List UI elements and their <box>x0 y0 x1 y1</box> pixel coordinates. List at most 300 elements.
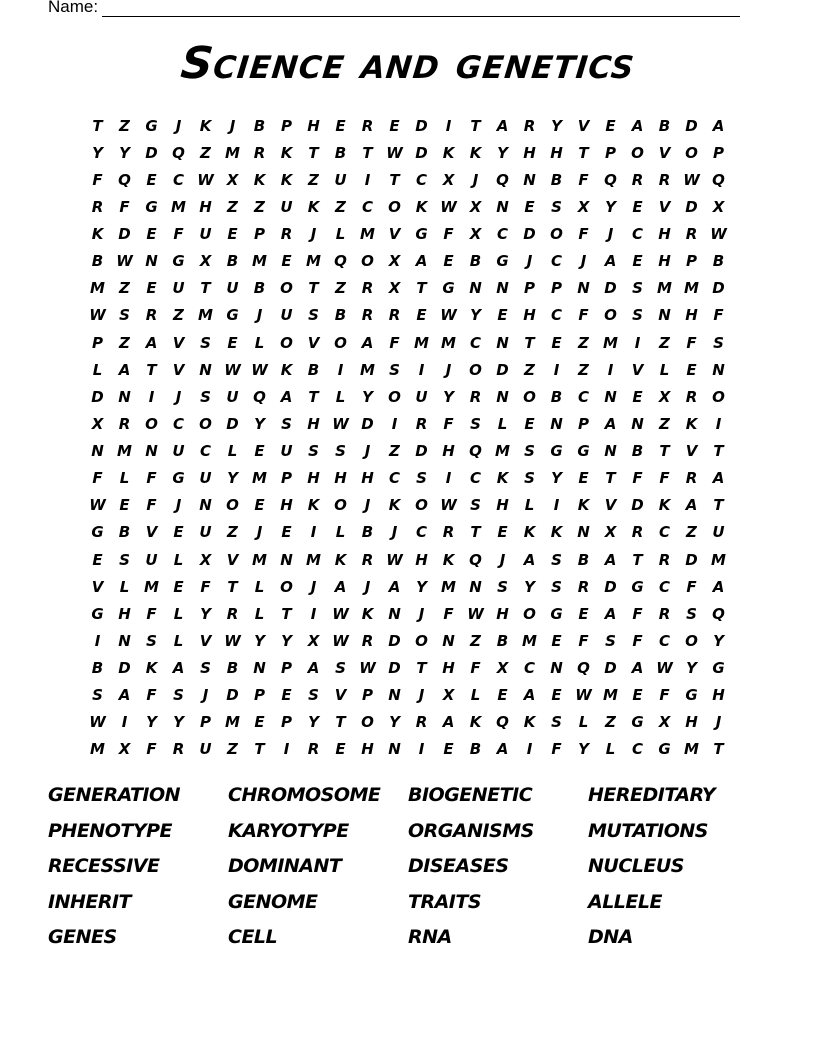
grid-letter[interactable]: Y <box>92 143 103 162</box>
grid-letter[interactable]: S <box>551 713 562 732</box>
grid-letter[interactable]: Q <box>496 170 509 189</box>
grid-letter[interactable]: E <box>416 306 427 325</box>
grid-letter[interactable]: P <box>551 279 562 298</box>
grid-letter[interactable]: S <box>335 659 346 678</box>
grid-letter[interactable]: W <box>386 550 403 569</box>
grid-letter[interactable]: W <box>386 143 403 162</box>
grid-letter[interactable]: K <box>523 523 536 542</box>
grid-letter[interactable]: F <box>659 686 670 705</box>
grid-letter[interactable]: F <box>632 604 643 623</box>
grid-letter[interactable]: I <box>310 604 317 623</box>
grid-letter[interactable]: D <box>415 116 428 135</box>
grid-letter[interactable]: J <box>418 686 425 705</box>
grid-letter[interactable]: F <box>578 631 589 650</box>
grid-letter[interactable]: B <box>712 252 725 271</box>
grid-letter[interactable]: Z <box>173 306 184 325</box>
grid-letter[interactable]: B <box>226 659 239 678</box>
grid-letter[interactable]: N <box>550 659 563 678</box>
grid-letter[interactable]: F <box>146 686 157 705</box>
grid-letter[interactable]: E <box>632 252 643 271</box>
grid-letter[interactable]: T <box>146 360 157 379</box>
grid-letter[interactable]: S <box>389 360 400 379</box>
grid-letter[interactable]: P <box>281 469 292 488</box>
grid-letter[interactable]: K <box>280 360 293 379</box>
grid-letter[interactable]: K <box>442 143 455 162</box>
grid-letter[interactable]: X <box>712 197 725 216</box>
grid-letter[interactable]: O <box>550 225 563 244</box>
grid-letter[interactable]: C <box>415 170 427 189</box>
grid-letter[interactable]: J <box>445 360 452 379</box>
grid-letter[interactable]: N <box>388 740 401 759</box>
grid-letter[interactable]: R <box>658 170 671 189</box>
grid-letter[interactable]: S <box>524 469 535 488</box>
grid-letter[interactable]: V <box>172 360 185 379</box>
grid-letter[interactable]: G <box>145 197 158 216</box>
grid-letter[interactable]: T <box>659 442 670 461</box>
grid-letter[interactable]: D <box>685 197 698 216</box>
grid-letter[interactable]: T <box>254 740 265 759</box>
grid-letter[interactable]: B <box>253 279 266 298</box>
grid-letter[interactable]: X <box>118 740 131 759</box>
grid-letter[interactable]: E <box>254 496 265 515</box>
grid-letter[interactable]: V <box>199 631 212 650</box>
grid-letter[interactable]: A <box>604 252 617 271</box>
grid-letter[interactable]: E <box>578 469 589 488</box>
grid-letter[interactable]: I <box>310 523 317 542</box>
grid-letter[interactable]: H <box>685 713 698 732</box>
grid-letter[interactable]: J <box>418 604 425 623</box>
grid-letter[interactable]: T <box>632 550 643 569</box>
grid-letter[interactable]: T <box>308 143 319 162</box>
grid-letter[interactable]: Y <box>497 143 508 162</box>
grid-letter[interactable]: I <box>148 387 155 406</box>
grid-letter[interactable]: W <box>440 306 457 325</box>
grid-letter[interactable]: E <box>497 686 508 705</box>
grid-letter[interactable]: Z <box>335 279 346 298</box>
grid-letter[interactable]: C <box>199 442 211 461</box>
grid-letter[interactable]: R <box>118 414 131 433</box>
grid-letter[interactable]: H <box>442 659 455 678</box>
grid-letter[interactable]: R <box>226 604 239 623</box>
grid-letter[interactable]: N <box>118 631 131 650</box>
grid-letter[interactable]: R <box>361 306 374 325</box>
grid-letter[interactable]: V <box>334 686 347 705</box>
grid-letter[interactable]: W <box>440 496 457 515</box>
grid-letter[interactable]: O <box>334 333 347 352</box>
grid-letter[interactable]: A <box>685 496 698 515</box>
grid-letter[interactable]: F <box>146 604 157 623</box>
grid-letter[interactable]: T <box>308 279 319 298</box>
grid-letter[interactable]: N <box>388 686 401 705</box>
grid-letter[interactable]: N <box>631 414 644 433</box>
grid-letter[interactable]: T <box>308 387 319 406</box>
grid-letter[interactable]: F <box>470 659 481 678</box>
grid-letter[interactable]: N <box>145 442 158 461</box>
grid-letter[interactable]: R <box>361 279 374 298</box>
grid-letter[interactable]: Z <box>659 333 670 352</box>
grid-letter[interactable]: S <box>470 496 481 515</box>
grid-letter[interactable]: P <box>254 225 265 244</box>
grid-letter[interactable]: V <box>91 577 104 596</box>
grid-letter[interactable]: N <box>550 414 563 433</box>
grid-letter[interactable]: G <box>550 604 563 623</box>
grid-letter[interactable]: W <box>332 414 349 433</box>
grid-letter[interactable]: Q <box>496 713 509 732</box>
grid-letter[interactable]: N <box>496 387 509 406</box>
grid-letter[interactable]: R <box>415 713 428 732</box>
grid-letter[interactable]: E <box>686 360 697 379</box>
grid-letter[interactable]: X <box>199 550 212 569</box>
grid-letter[interactable]: S <box>308 306 319 325</box>
grid-letter[interactable]: U <box>172 442 185 461</box>
grid-letter[interactable]: H <box>712 686 725 705</box>
grid-letter[interactable]: N <box>496 197 509 216</box>
grid-letter[interactable]: J <box>229 116 236 135</box>
grid-letter[interactable]: O <box>631 143 644 162</box>
grid-letter[interactable]: Y <box>308 713 319 732</box>
grid-letter[interactable]: D <box>496 360 509 379</box>
grid-letter[interactable]: P <box>254 686 265 705</box>
grid-letter[interactable]: G <box>415 225 428 244</box>
grid-letter[interactable]: K <box>415 197 428 216</box>
grid-letter[interactable]: C <box>496 225 508 244</box>
grid-letter[interactable]: H <box>361 469 374 488</box>
grid-letter[interactable]: T <box>227 577 238 596</box>
grid-letter[interactable]: W <box>467 604 484 623</box>
grid-letter[interactable]: N <box>496 333 509 352</box>
grid-letter[interactable]: G <box>145 116 158 135</box>
grid-letter[interactable]: B <box>253 116 266 135</box>
grid-letter[interactable]: A <box>118 360 131 379</box>
grid-letter[interactable]: N <box>199 360 212 379</box>
grid-letter[interactable]: T <box>389 170 400 189</box>
grid-letter[interactable]: D <box>145 143 158 162</box>
grid-letter[interactable]: E <box>551 686 562 705</box>
grid-letter[interactable]: R <box>685 469 698 488</box>
grid-letter[interactable]: S <box>308 442 319 461</box>
grid-letter[interactable]: M <box>603 333 618 352</box>
grid-letter[interactable]: G <box>91 523 104 542</box>
grid-letter[interactable]: S <box>146 631 157 650</box>
grid-letter[interactable]: N <box>577 279 590 298</box>
grid-letter[interactable]: Y <box>713 631 724 650</box>
grid-letter[interactable]: D <box>604 659 617 678</box>
grid-letter[interactable]: Y <box>551 469 562 488</box>
grid-letter[interactable]: R <box>415 414 428 433</box>
grid-letter[interactable]: H <box>361 740 374 759</box>
grid-letter[interactable]: N <box>199 496 212 515</box>
grid-letter[interactable]: F <box>92 170 103 189</box>
grid-letter[interactable]: A <box>712 469 725 488</box>
grid-letter[interactable]: J <box>175 496 182 515</box>
grid-letter[interactable]: Y <box>254 414 265 433</box>
grid-letter[interactable]: G <box>496 252 509 271</box>
grid-letter[interactable]: L <box>254 604 265 623</box>
grid-letter[interactable]: Y <box>551 116 562 135</box>
grid-letter[interactable]: S <box>524 442 535 461</box>
grid-letter[interactable]: R <box>442 523 455 542</box>
grid-letter[interactable]: N <box>91 442 104 461</box>
grid-letter[interactable]: O <box>604 306 617 325</box>
grid-letter[interactable]: Y <box>524 577 535 596</box>
grid-letter[interactable]: R <box>685 225 698 244</box>
grid-letter[interactable]: M <box>441 577 456 596</box>
grid-letter[interactable]: N <box>469 279 482 298</box>
grid-letter[interactable]: I <box>553 360 560 379</box>
grid-letter[interactable]: C <box>172 170 184 189</box>
grid-letter[interactable]: E <box>227 333 238 352</box>
grid-letter[interactable]: E <box>389 116 400 135</box>
grid-letter[interactable]: G <box>172 469 185 488</box>
grid-letter[interactable]: E <box>551 333 562 352</box>
grid-letter[interactable]: T <box>470 116 481 135</box>
name-blank-line[interactable] <box>102 0 740 17</box>
grid-letter[interactable]: J <box>175 116 182 135</box>
grid-letter[interactable]: B <box>91 252 104 271</box>
grid-letter[interactable]: D <box>361 414 374 433</box>
grid-letter[interactable]: F <box>389 333 400 352</box>
grid-letter[interactable]: V <box>388 225 401 244</box>
grid-letter[interactable]: O <box>388 387 401 406</box>
grid-letter[interactable]: Q <box>712 170 725 189</box>
grid-letter[interactable]: K <box>388 496 401 515</box>
grid-letter[interactable]: E <box>146 279 157 298</box>
grid-letter[interactable]: R <box>577 577 590 596</box>
grid-letter[interactable]: I <box>418 740 425 759</box>
grid-letter[interactable]: O <box>334 496 347 515</box>
grid-letter[interactable]: T <box>92 116 103 135</box>
grid-letter[interactable]: W <box>332 631 349 650</box>
grid-letter[interactable]: A <box>631 659 644 678</box>
grid-letter[interactable]: E <box>146 170 157 189</box>
grid-letter[interactable]: T <box>335 713 346 732</box>
grid-letter[interactable]: J <box>256 523 263 542</box>
grid-letter[interactable]: Y <box>578 740 589 759</box>
grid-letter[interactable]: I <box>553 496 560 515</box>
grid-letter[interactable]: O <box>280 279 293 298</box>
grid-letter[interactable]: E <box>632 197 643 216</box>
grid-letter[interactable]: E <box>119 496 130 515</box>
grid-letter[interactable]: A <box>307 659 320 678</box>
grid-letter[interactable]: Z <box>227 197 238 216</box>
grid-letter[interactable]: P <box>92 333 103 352</box>
grid-letter[interactable]: E <box>632 387 643 406</box>
grid-letter[interactable]: F <box>200 577 211 596</box>
grid-letter[interactable]: Q <box>253 387 266 406</box>
grid-letter[interactable]: C <box>469 469 481 488</box>
grid-letter[interactable]: U <box>334 170 347 189</box>
grid-letter[interactable]: F <box>578 306 589 325</box>
grid-letter[interactable]: D <box>523 225 536 244</box>
grid-letter[interactable]: O <box>280 333 293 352</box>
grid-letter[interactable]: S <box>200 333 211 352</box>
grid-letter[interactable]: H <box>523 143 536 162</box>
grid-letter[interactable]: J <box>607 225 614 244</box>
grid-letter[interactable]: H <box>550 143 563 162</box>
grid-letter[interactable]: O <box>280 577 293 596</box>
grid-letter[interactable]: R <box>388 306 401 325</box>
grid-letter[interactable]: L <box>335 387 346 406</box>
grid-letter[interactable]: D <box>118 225 131 244</box>
grid-letter[interactable]: E <box>335 116 346 135</box>
grid-letter[interactable]: W <box>224 360 241 379</box>
grid-letter[interactable]: K <box>91 225 104 244</box>
grid-letter[interactable]: O <box>226 496 239 515</box>
grid-letter[interactable]: E <box>227 225 238 244</box>
grid-letter[interactable]: Z <box>605 713 616 732</box>
grid-letter[interactable]: V <box>658 143 671 162</box>
grid-letter[interactable]: K <box>280 170 293 189</box>
grid-letter[interactable]: D <box>712 279 725 298</box>
grid-letter[interactable]: U <box>199 225 212 244</box>
grid-letter[interactable]: F <box>146 740 157 759</box>
grid-letter[interactable]: Q <box>172 143 185 162</box>
grid-letter[interactable]: A <box>496 116 509 135</box>
grid-letter[interactable]: Z <box>119 279 130 298</box>
grid-letter[interactable]: C <box>550 306 562 325</box>
grid-letter[interactable]: Y <box>254 631 265 650</box>
grid-letter[interactable]: B <box>577 550 590 569</box>
grid-letter[interactable]: Z <box>335 197 346 216</box>
grid-letter[interactable]: W <box>683 170 700 189</box>
grid-letter[interactable]: L <box>659 360 670 379</box>
grid-letter[interactable]: V <box>172 333 185 352</box>
grid-letter[interactable]: Y <box>200 604 211 623</box>
grid-letter[interactable]: E <box>281 686 292 705</box>
grid-letter[interactable]: D <box>91 387 104 406</box>
grid-letter[interactable]: Y <box>281 631 292 650</box>
grid-letter[interactable]: L <box>119 577 130 596</box>
grid-letter[interactable]: F <box>659 469 670 488</box>
grid-letter[interactable]: R <box>361 550 374 569</box>
grid-letter[interactable]: B <box>658 116 671 135</box>
grid-letter[interactable]: X <box>496 659 509 678</box>
grid-letter[interactable]: C <box>658 523 670 542</box>
grid-letter[interactable]: W <box>656 659 673 678</box>
grid-letter[interactable]: R <box>172 740 185 759</box>
grid-letter[interactable]: T <box>362 143 373 162</box>
grid-letter[interactable]: S <box>173 686 184 705</box>
grid-letter[interactable]: S <box>335 442 346 461</box>
grid-letter[interactable]: F <box>578 225 589 244</box>
grid-letter[interactable]: A <box>604 550 617 569</box>
grid-letter[interactable]: M <box>360 360 375 379</box>
grid-letter[interactable]: W <box>224 631 241 650</box>
grid-letter[interactable]: E <box>632 686 643 705</box>
grid-letter[interactable]: Z <box>227 523 238 542</box>
grid-letter[interactable]: F <box>146 496 157 515</box>
grid-letter[interactable]: S <box>470 414 481 433</box>
grid-letter[interactable]: I <box>391 414 398 433</box>
grid-letter[interactable]: I <box>526 740 533 759</box>
grid-letter[interactable]: X <box>604 523 617 542</box>
grid-letter[interactable]: K <box>334 550 347 569</box>
grid-letter[interactable]: H <box>307 116 320 135</box>
grid-letter[interactable]: B <box>118 523 131 542</box>
grid-letter[interactable]: C <box>631 740 643 759</box>
grid-letter[interactable]: X <box>307 631 320 650</box>
grid-letter[interactable]: R <box>91 197 104 216</box>
grid-letter[interactable]: E <box>524 414 535 433</box>
grid-letter[interactable]: E <box>578 604 589 623</box>
grid-letter[interactable]: E <box>281 252 292 271</box>
grid-letter[interactable]: C <box>631 225 643 244</box>
grid-letter[interactable]: D <box>685 116 698 135</box>
grid-letter[interactable]: Z <box>254 197 265 216</box>
grid-letter[interactable]: L <box>470 686 481 705</box>
grid-letter[interactable]: Q <box>469 442 482 461</box>
grid-letter[interactable]: Y <box>173 713 184 732</box>
grid-letter[interactable]: T <box>713 740 724 759</box>
grid-letter[interactable]: U <box>280 442 293 461</box>
grid-letter[interactable]: D <box>226 414 239 433</box>
grid-letter[interactable]: I <box>445 469 452 488</box>
grid-letter[interactable]: G <box>577 442 590 461</box>
grid-letter[interactable]: Q <box>118 170 131 189</box>
grid-letter[interactable]: A <box>712 577 725 596</box>
grid-letter[interactable]: X <box>199 252 212 271</box>
grid-letter[interactable]: V <box>145 523 158 542</box>
grid-letter[interactable]: Y <box>227 469 238 488</box>
grid-letter[interactable]: S <box>551 577 562 596</box>
grid-letter[interactable]: C <box>388 469 400 488</box>
grid-letter[interactable]: U <box>280 306 293 325</box>
grid-letter[interactable]: L <box>119 469 130 488</box>
grid-letter[interactable]: P <box>281 116 292 135</box>
grid-letter[interactable]: T <box>605 469 616 488</box>
grid-letter[interactable]: B <box>334 306 347 325</box>
grid-letter[interactable]: Z <box>200 143 211 162</box>
grid-letter[interactable]: Y <box>389 713 400 732</box>
grid-letter[interactable]: I <box>364 170 371 189</box>
grid-letter[interactable]: X <box>388 252 401 271</box>
grid-letter[interactable]: R <box>280 225 293 244</box>
grid-letter[interactable]: R <box>658 604 671 623</box>
grid-letter[interactable]: W <box>89 713 106 732</box>
grid-letter[interactable]: P <box>578 414 589 433</box>
grid-letter[interactable]: V <box>577 116 590 135</box>
grid-letter[interactable]: K <box>523 713 536 732</box>
grid-letter[interactable]: S <box>200 659 211 678</box>
grid-letter[interactable]: J <box>580 252 587 271</box>
grid-letter[interactable]: I <box>634 333 641 352</box>
grid-letter[interactable]: B <box>226 252 239 271</box>
grid-letter[interactable]: U <box>199 740 212 759</box>
grid-letter[interactable]: A <box>604 414 617 433</box>
grid-letter[interactable]: W <box>251 360 268 379</box>
grid-letter[interactable]: V <box>226 550 239 569</box>
grid-letter[interactable]: K <box>361 604 374 623</box>
grid-letter[interactable]: E <box>92 550 103 569</box>
grid-letter[interactable]: U <box>199 469 212 488</box>
grid-letter[interactable]: P <box>281 659 292 678</box>
grid-letter[interactable]: J <box>175 387 182 406</box>
grid-letter[interactable]: M <box>252 550 267 569</box>
grid-letter[interactable]: G <box>226 306 239 325</box>
grid-letter[interactable]: J <box>715 713 722 732</box>
grid-letter[interactable]: Q <box>469 550 482 569</box>
grid-letter[interactable]: H <box>523 306 536 325</box>
grid-letter[interactable]: D <box>631 496 644 515</box>
grid-letter[interactable]: S <box>497 577 508 596</box>
grid-letter[interactable]: L <box>524 496 535 515</box>
grid-letter[interactable]: F <box>443 604 454 623</box>
grid-letter[interactable]: T <box>416 279 427 298</box>
grid-letter[interactable]: Y <box>416 577 427 596</box>
grid-letter[interactable]: M <box>198 306 213 325</box>
grid-letter[interactable]: S <box>119 550 130 569</box>
grid-letter[interactable]: C <box>361 197 373 216</box>
